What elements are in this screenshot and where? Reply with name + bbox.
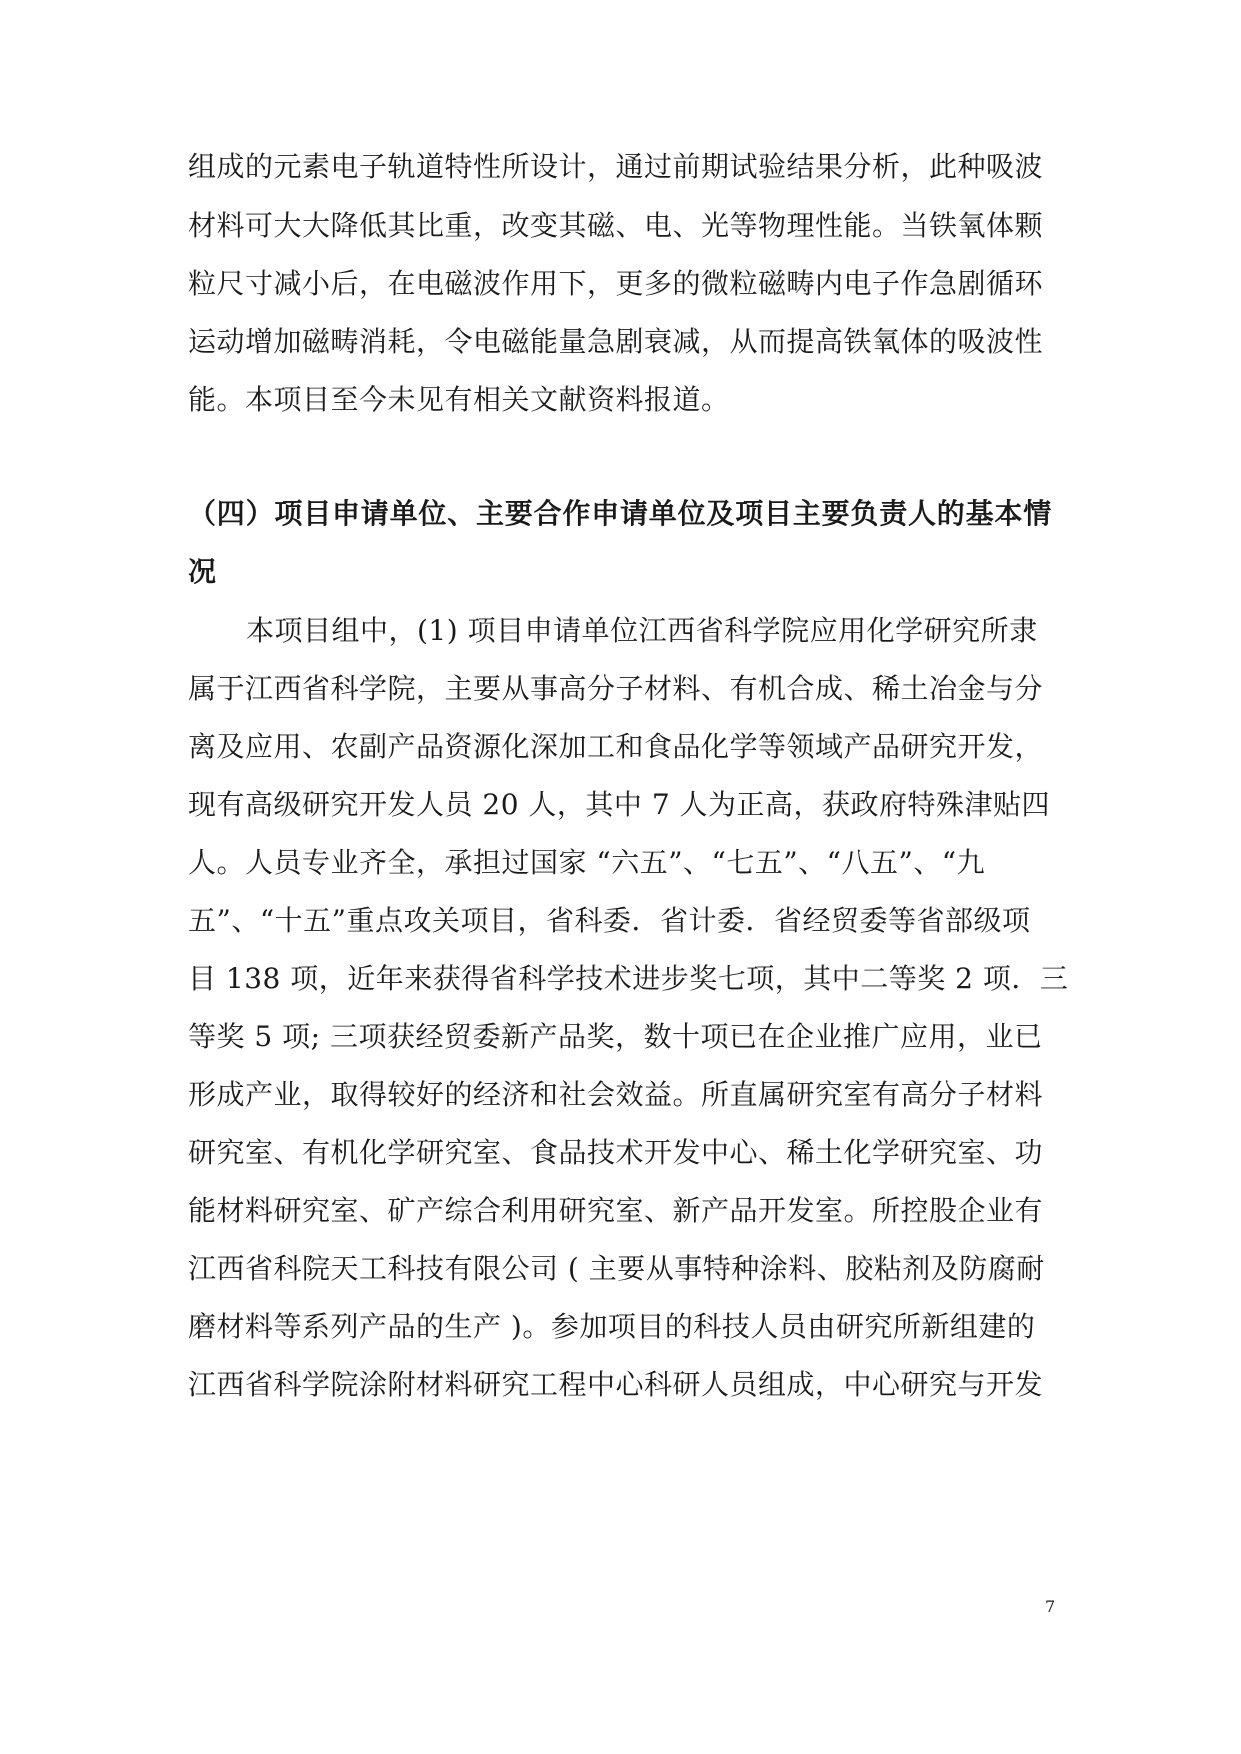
- page-number: 7: [1045, 1597, 1056, 1616]
- paragraph-line: 江西省科院天工科技有限公司 ( 主要从事特种涂料、胶粘剂及防腐耐: [188, 1252, 1045, 1285]
- paragraph-line: 运动增加磁畴消耗，令电磁能量急剧衰减，从而提高铁氧体的吸波性: [188, 325, 1044, 358]
- paragraph-line: 江西省科学院涂附材料研究工程中心科研人员组成，中心研究与开发: [188, 1368, 1044, 1401]
- paragraph-line: 离及应用、农副产品资源化深加工和食品化学等领域产品研究开发，: [188, 730, 1044, 763]
- paragraph-line: 五”、“十五”重点攻关项目，省科委．省计委．省经贸委等省部级项: [188, 904, 1031, 937]
- paragraph-line: 能。本项目至今未见有相关文献资料报道。: [188, 383, 730, 416]
- paragraph-line: 现有高级研究开发人员 20 人，其中 7 人为正高，获政府特殊津贴四: [188, 788, 1051, 821]
- section-heading: （四）项目申请单位、主要合作申请单位及项目主要负责人的基本情: [188, 497, 1053, 530]
- paragraph-line: 形成产业，取得较好的经济和社会效益。所直属研究室有高分子材料: [188, 1078, 1044, 1111]
- paragraph-line: 研究室、有机化学研究室、食品技术开发中心、稀土化学研究室、功: [188, 1136, 1044, 1169]
- paragraph-line: 人。人员专业齐全，承担过国家 “六五”、“七五”、“八五”、“九: [188, 846, 986, 879]
- paragraph-line: 能材料研究室、矿产综合利用研究室、新产品开发室。所控股企业有: [188, 1194, 1044, 1227]
- paragraph-line: 材料可大大降低其比重，改变其磁、电、光等物理性能。当铁氧体颗: [188, 209, 1044, 242]
- paragraph-line: 本项目组中，(1) 项目申请单位江西省科学院应用化学研究所隶: [246, 614, 1038, 647]
- paragraph-line: 磨材料等系列产品的生产 )。参加项目的科技人员由研究所新组建的: [188, 1310, 1036, 1343]
- paragraph-line: 目 138 项，近年来获得省科学技术进步奖七项，其中二等奖 2 项．三: [188, 962, 1069, 995]
- paragraph-line: 等奖 5 项; 三项获经贸委新产品奖，数十项已在企业推广应用，业已: [188, 1020, 1043, 1053]
- paragraph-line: 属于江西省科学院，主要从事高分子材料、有机合成、稀土冶金与分: [188, 672, 1044, 705]
- section-heading: 况: [188, 555, 217, 588]
- paragraph-line: 粒尺寸减小后，在电磁波作用下，更多的微粒磁畴内电子作急剧循环: [188, 267, 1044, 300]
- paragraph-line: 组成的元素电子轨道特性所设计，通过前期试验结果分析，此种吸波: [188, 150, 1044, 183]
